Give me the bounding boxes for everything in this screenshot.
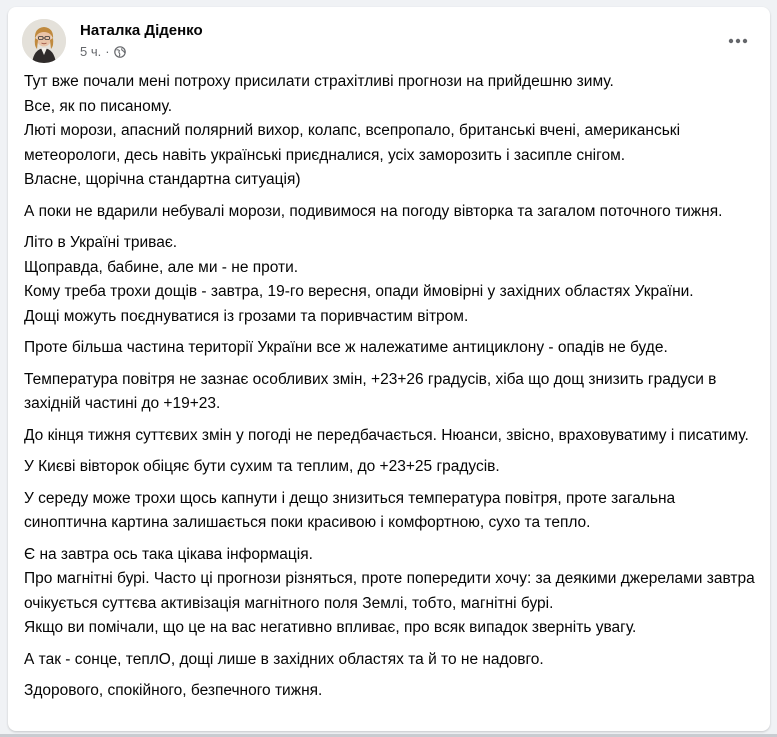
post-paragraph bbox=[24, 368, 759, 417]
avatar-portrait-icon bbox=[22, 19, 66, 63]
post-text-line: У середу може трохи щось капнути і дещо знизиться температура повітря, проте загальна синоптична картина залишається поки красивою і комфортною, сухо та тепло. bbox=[24, 489, 676, 531]
post-text-line: А поки не вдарили небувалі морози, подивимося на погоду вівторка та загалом поточного тижня. bbox=[24, 202, 723, 220]
author-avatar[interactable] bbox=[22, 19, 66, 63]
post-text-line: Є на завтра ось така цікава інформація. bbox=[24, 545, 313, 563]
post-text-line: Здорового, спокійного, безпечного тижня. bbox=[24, 682, 323, 699]
post-text-line: Кому треба трохи дощів - завтра, 19-го вересня, опади ймовірні у західних областях України. bbox=[24, 283, 694, 300]
post-paragraph bbox=[24, 200, 759, 225]
post-text-line: Щоправда, бабине, але ми - не проти. bbox=[24, 258, 299, 276]
post-text-line: Тут вже почали мені потроху присилати страхітливі прогнози на прийдешню зиму. bbox=[24, 73, 614, 90]
post-paragraph bbox=[24, 70, 759, 193]
meta-separator: · bbox=[105, 44, 110, 59]
post-timestamp[interactable]: 5 ч. bbox=[80, 44, 102, 59]
post-text-line: Проте більша частина території України все ж належатиме антициклону - опадів не буде. bbox=[24, 339, 668, 356]
globe-icon[interactable] bbox=[114, 46, 126, 58]
post-paragraph bbox=[24, 336, 759, 361]
post-paragraph bbox=[24, 679, 759, 704]
post-text bbox=[24, 70, 759, 711]
post-text-line: Все, як по писаному. bbox=[24, 97, 173, 115]
post-paragraph bbox=[24, 424, 759, 449]
post-card bbox=[8, 7, 770, 731]
post-meta bbox=[80, 44, 126, 59]
post-paragraph bbox=[24, 455, 759, 480]
more-options-button[interactable] bbox=[720, 23, 756, 59]
post-paragraph bbox=[24, 543, 759, 641]
post-text-line: Про магнітні бурі. Часто ці прогнози різняться, проте попередити хочу: за деякими джерелами завтра очікується суттєва активізація магнітного поля Землі, тобто, магнітні бурі. bbox=[24, 570, 755, 612]
post-paragraph bbox=[24, 648, 759, 673]
post-text-line: Люті морози, апасний полярний вихор, колапс, всепропало, британські вчені, американські метеорологи, десь навіть українські приєдналися, усіх заморозить і засипле снігом. bbox=[24, 122, 681, 164]
post-text-line: Якщо ви помічали, що це на вас негативно впливає, про всяк випадок зверніть увагу. bbox=[24, 619, 637, 636]
post-text-line: А так - сонце, теплО, дощі лише в західних областях та й то не надовго. bbox=[24, 650, 544, 668]
post-text-line: Літо в Україні триває. bbox=[24, 234, 178, 251]
post-text-line: Температура повітря не зазнає особливих змін, +23+26 градусів, хіба що дощ знизить градуси в західній частині до +19+23. bbox=[24, 370, 717, 412]
post-text-line: Власне, щорічна стандартна ситуація) bbox=[24, 171, 301, 188]
more-options-icon bbox=[728, 38, 748, 44]
author-name[interactable]: Наталка Діденко bbox=[80, 22, 203, 39]
post-text-line: До кінця тижня суттєвих змін у погоді не передбачається. Нюанси, звісно, враховуватиму і писатиму. bbox=[24, 426, 749, 444]
post-paragraph bbox=[24, 487, 759, 536]
post-text-line: Дощі можуть поєднуватися із грозами та поривчастим вітром. bbox=[24, 307, 469, 325]
post-header bbox=[22, 19, 756, 63]
post-text-line: У Києві вівторок обіцяє бути сухим та теплим, до +23+25 градусів. bbox=[24, 458, 500, 475]
post-paragraph bbox=[24, 231, 759, 329]
